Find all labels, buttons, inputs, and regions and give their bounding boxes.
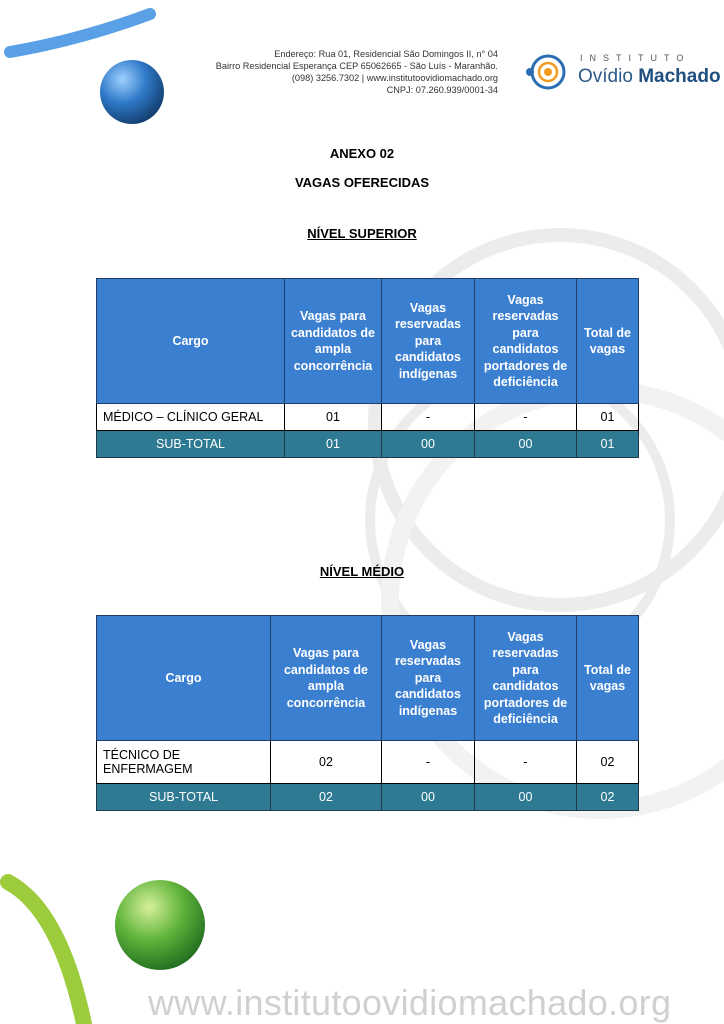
green-sphere-decoration	[115, 880, 205, 970]
annex-subtitle: VAGAS OFERECIDAS	[294, 175, 430, 190]
table-row	[97, 741, 639, 784]
column-header: Vagas reservadas para candidatos portadores de deficiência	[475, 616, 577, 741]
table-cell: 02	[577, 741, 639, 784]
logo-second-word: Machado	[638, 66, 721, 87]
column-header: Vagas reservadas para candidatos indígenas	[382, 616, 475, 741]
column-header: Vagas para candidatos de ampla concorrência	[285, 279, 382, 404]
table-cell: 00	[475, 784, 577, 811]
subtotal-row	[97, 784, 639, 811]
table-cell: -	[475, 741, 577, 784]
table-cell: -	[475, 404, 577, 431]
table-cell: 01	[577, 431, 639, 458]
cargo-cell: TÉCNICO DE ENFERMAGEM	[97, 741, 271, 784]
column-header: Vagas reservadas para candidatos indígenas	[382, 279, 475, 404]
table-row	[97, 404, 639, 431]
green-arc-decoration	[8, 882, 84, 1024]
table-cell: 02	[271, 741, 382, 784]
table-superior	[96, 278, 639, 458]
table-cell: 01	[285, 431, 382, 458]
institute-logo	[524, 50, 721, 94]
section-heading-medio: NÍVEL MÉDIO	[319, 564, 405, 579]
table-cell: 00	[382, 784, 475, 811]
logo-first-word: Ovídio	[578, 66, 633, 87]
logo-main-text	[578, 66, 721, 88]
table-header-row	[97, 279, 639, 404]
blue-arc-decoration	[10, 14, 150, 52]
section-heading-superior: NÍVEL SUPERIOR	[307, 226, 417, 241]
table-cell: 02	[271, 784, 382, 811]
cnpj-line: CNPJ: 07.260.939/0001-34	[386, 85, 498, 95]
header-address	[216, 48, 498, 96]
cargo-cell: MÉDICO – CLÍNICO GERAL	[97, 404, 285, 431]
footer-website: www.institutoovidiomachado.org	[148, 982, 672, 1023]
table-cell: -	[382, 741, 475, 784]
blue-sphere-decoration	[100, 60, 164, 124]
table-cell: 00	[475, 431, 577, 458]
subtotal-label: SUB-TOTAL	[97, 784, 271, 811]
contact-line: (098) 3256.7302 | www.institutoovidiomachado.org	[291, 73, 498, 83]
subtotal-row	[97, 431, 639, 458]
column-header: Total de vagas	[577, 279, 639, 404]
column-header: Total de vagas	[577, 616, 639, 741]
column-header: Vagas reservadas para candidatos portadores de deficiência	[475, 279, 577, 404]
address-line-1: Endereço: Rua 01, Residencial São Domingos II, n° 04	[274, 49, 498, 59]
annex-title: ANEXO 02	[329, 146, 395, 161]
column-header: Cargo	[97, 279, 285, 404]
table-cell: 01	[285, 404, 382, 431]
logo-emblem-icon	[524, 50, 574, 94]
table-header-row	[97, 616, 639, 741]
column-header: Cargo	[97, 616, 271, 741]
table-medio	[96, 615, 639, 811]
table-cell: 01	[577, 404, 639, 431]
address-line-2: Bairro Residencial Esperança CEP 65062665 - São Luís - Maranhão.	[215, 61, 498, 71]
logo-top-text: INSTITUTO	[580, 53, 691, 63]
table-cell: -	[382, 404, 475, 431]
column-header: Vagas para candidatos de ampla concorrência	[271, 616, 382, 741]
subtotal-label: SUB-TOTAL	[97, 431, 285, 458]
table-cell: 02	[577, 784, 639, 811]
table-cell: 00	[382, 431, 475, 458]
